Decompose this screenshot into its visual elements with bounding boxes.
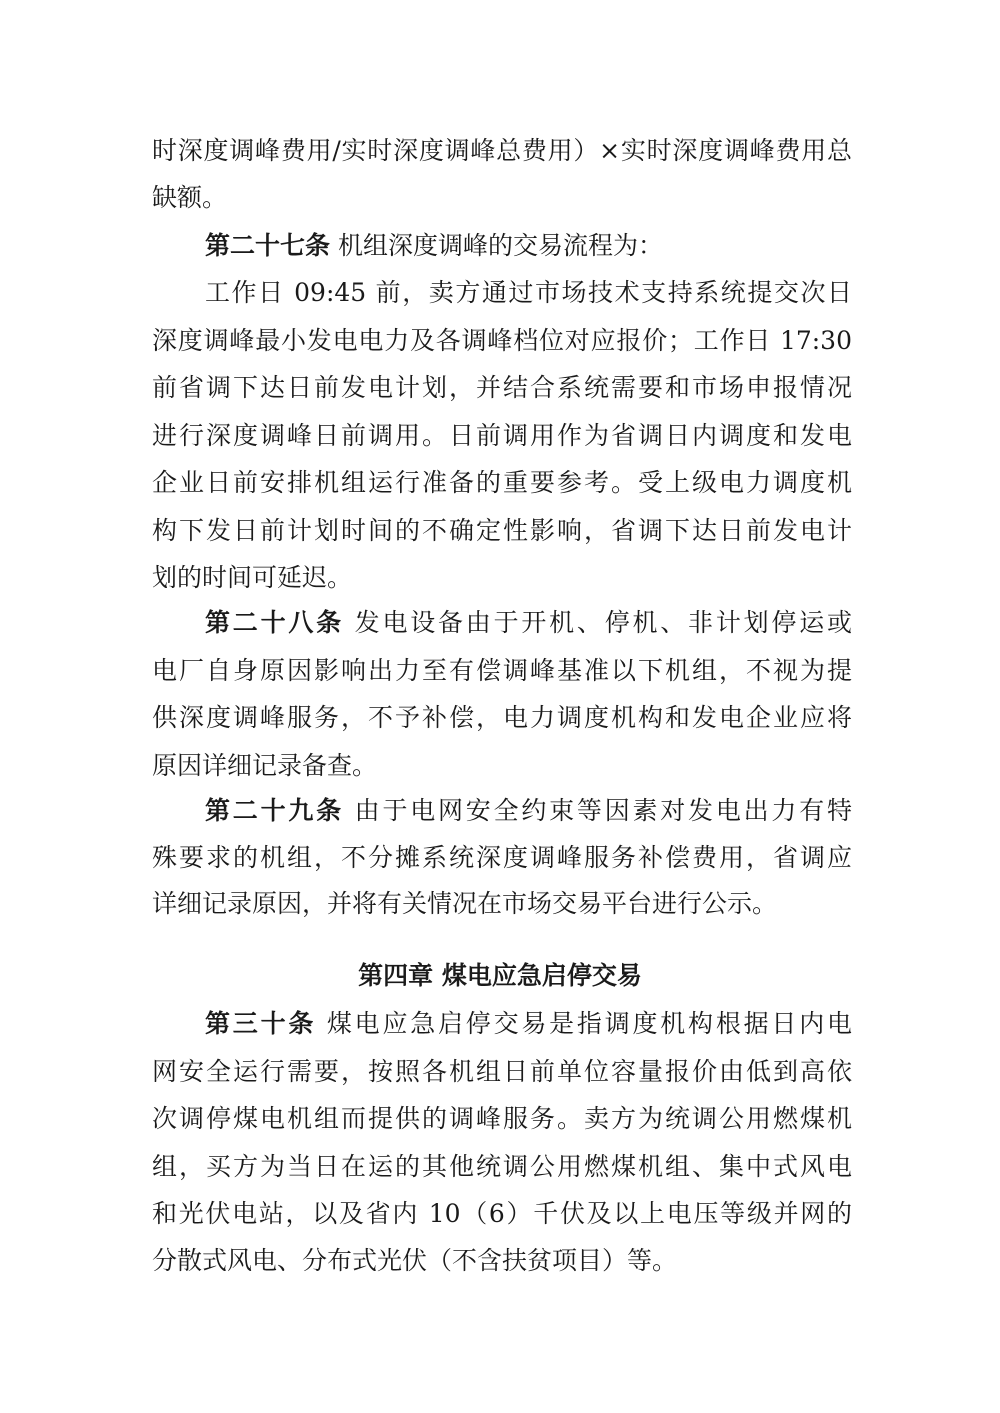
article-29-text: 由于电网安全约束等因素对发电出力有特 bbox=[354, 796, 852, 825]
article-27-text: 机组深度调峰的交易流程为： bbox=[337, 231, 663, 260]
article-30-label: 第三十条 bbox=[205, 1009, 317, 1038]
paragraph-line: 详细记录原因，并将有关情况在市场交易平台进行公示。 bbox=[152, 889, 778, 918]
paragraph-line: 组，买方为当日在运的其他统调公用燃煤机组、集中式风电 bbox=[152, 1152, 852, 1181]
paragraph-line: 供深度调峰服务，不予补偿，电力调度机构和发电企业应将 bbox=[152, 703, 852, 732]
paragraph-line: 次调停煤电机组而提供的调峰服务。卖方为统调公用燃煤机 bbox=[152, 1104, 852, 1133]
article-27 bbox=[205, 226, 852, 266]
article-29-label: 第二十九条 bbox=[205, 796, 344, 825]
article-29 bbox=[205, 791, 852, 831]
article-28-text: 发电设备由于开机、停机、非计划停运或 bbox=[354, 608, 852, 637]
article-28-label: 第二十八条 bbox=[205, 608, 344, 637]
paragraph-line: 前省调下达日前发电计划，并结合系统需要和市场申报情况 bbox=[152, 373, 852, 402]
article-28 bbox=[205, 603, 852, 643]
paragraph-line: 缺额。 bbox=[152, 183, 228, 212]
paragraph-line: 企业日前安排机组运行准备的重要参考。受上级电力调度机 bbox=[152, 468, 852, 497]
paragraph-line: 分散式风电、分布式光伏（不含扶贫项目）等。 bbox=[152, 1246, 678, 1275]
paragraph-line: 进行深度调峰日前调用。日前调用作为省调日内调度和发电 bbox=[152, 421, 852, 450]
paragraph-line: 划的时间可延迟。 bbox=[152, 563, 353, 592]
article-30-text: 煤电应急启停交易是指调度机构根据日内电 bbox=[326, 1009, 852, 1038]
chapter-heading: 第四章 煤电应急启停交易 bbox=[358, 961, 642, 990]
paragraph-line: 殊要求的机组，不分摊系统深度调峰服务补偿费用，省调应 bbox=[152, 843, 852, 872]
paragraph-line: 时深度调峰费用/实时深度调峰总费用）×实时深度调峰费用总 bbox=[152, 136, 852, 165]
paragraph-line: 电厂自身原因影响出力至有偿调峰基准以下机组，不视为提 bbox=[152, 656, 852, 685]
paragraph-line: 原因详细记录备查。 bbox=[152, 751, 378, 780]
article-30 bbox=[205, 1004, 852, 1044]
paragraph-line: 网安全运行需要，按照各机组日前单位容量报价由低到高依 bbox=[152, 1057, 852, 1086]
article-27-label: 第二十七条 bbox=[205, 231, 331, 260]
paragraph-line: 和光伏电站，以及省内 10（6）千伏及以上电压等级并网的 bbox=[152, 1199, 852, 1228]
paragraph-line: 构下发日前计划时间的不确定性影响，省调下达日前发电计 bbox=[152, 516, 852, 545]
paragraph-line: 工作日 09:45 前，卖方通过市场技术支持系统提交次日 bbox=[205, 278, 852, 307]
paragraph-line: 深度调峰最小发电电力及各调峰档位对应报价；工作日 17:30 bbox=[152, 326, 852, 355]
